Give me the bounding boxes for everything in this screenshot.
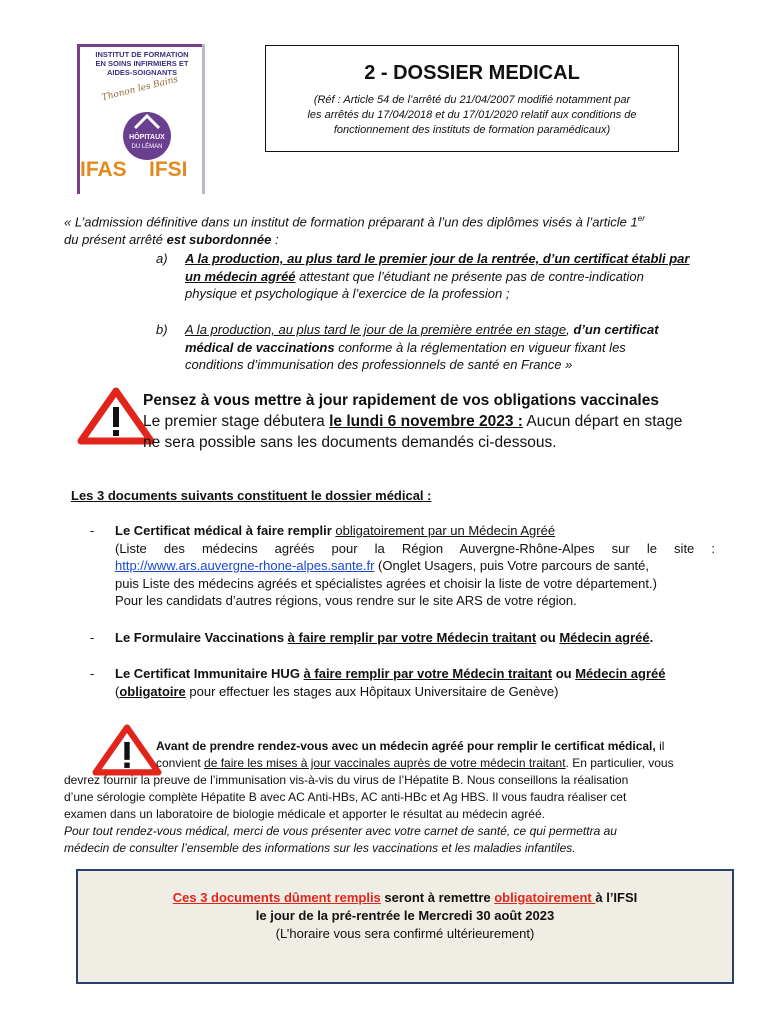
callout-line (78, 889, 732, 907)
logo-frame-right (202, 44, 205, 194)
superscript: er (637, 214, 645, 223)
institute-logo (77, 44, 205, 194)
logo-ifas: IFAS (80, 158, 127, 181)
item-b (185, 321, 725, 374)
ref-line: fonctionnement des instituts de formation paramédicaux) (333, 124, 611, 136)
doc-underlined: à faire remplir par votre Médecin traitant (287, 630, 537, 645)
emblem-line1: HÔPITAUX (129, 134, 165, 141)
title-box (265, 45, 679, 152)
doc-text: ou (536, 630, 560, 645)
bullet: - (90, 630, 95, 645)
item-b-marker: b) (156, 322, 168, 337)
item-b-bold: médical de vaccinations (185, 339, 335, 355)
doc-underlined: à faire remplir par votre Médecin traitant (303, 666, 553, 681)
start-date: le lundi 6 novembre 2023 : (329, 413, 523, 430)
item-a-marker: a) (156, 251, 168, 266)
doc-title-text: Le Certificat médical à faire remplir (115, 523, 336, 538)
document-3 (115, 665, 715, 700)
logo-line: EN SOINS INFIRMIERS ET (95, 59, 189, 68)
quote-text: du présent arrêté (64, 231, 167, 247)
page-title: 2 - DOSSIER MEDICAL (364, 62, 580, 84)
advice-text: convient (156, 756, 205, 770)
item-b-line: conditions d’immunisation des professionnels de santé en France » (185, 357, 573, 372)
ars-website-link[interactable]: http://www.ars.auvergne-rhone-alpes.sante.fr (115, 558, 375, 573)
item-b-text: conforme à la réglementation en vigueur fixant les (334, 339, 626, 355)
ref-line: (Réf : Article 54 de l’arrêté du 21/04/2007 modifié notamment par (313, 94, 631, 106)
warning-line (143, 411, 733, 432)
item-a-text: attestant que l’étudiant ne présente pas de contre-indication (295, 268, 644, 284)
callout-red: Ces 3 documents dûment remplis (172, 890, 381, 905)
quote-line (64, 231, 724, 249)
advice-line: devrez fournir la preuve de l’immunisation vis-à-vis du virus de l’Hépatite B. Nous conseillons la réalisation (64, 773, 629, 787)
advice-line: d’une sérologie complète Hépatite B avec AC Anti-HBs, AC anti-HBc et Ag HBS. Il vous faudra réaliser cet (64, 790, 627, 804)
advice-line (64, 738, 716, 755)
doc-text: ( (115, 683, 120, 699)
advice-text: . En particulier, vous (565, 756, 674, 770)
logo-line: AIDES-SOIGNANTS (106, 68, 177, 77)
doc-text: . (649, 630, 654, 645)
warning-text: Le premier stage débutera (143, 413, 330, 430)
doc-underlined: Médecin agréé (559, 630, 650, 645)
quote-bold: est subordonnée (166, 231, 272, 247)
item-a-bold: un médecin agréé (185, 268, 296, 284)
documents-heading: Les 3 documents suivants constituent le dossier médical : (71, 488, 432, 503)
doc-line: (Liste des médecins agréés pour la Région Auvergne-Rhône-Alpes sur le site : (115, 540, 715, 556)
warning-heading: Pensez à vous mettre à jour rapidement de vos obligations vaccinales (143, 392, 659, 409)
bullet: - (90, 666, 95, 681)
doc-title (115, 522, 715, 540)
doc-text: pour effectuer les stages aux Hôpitaux Universitaire de Genève) (185, 683, 559, 699)
warning-text: Aucun départ en stage (522, 413, 683, 430)
doc-text: Le Formulaire Vaccinations (115, 630, 288, 645)
quote-text: « L’admission définitive dans un institut de formation préparant à l’un des diplômes visés à l’article 1 (64, 214, 638, 230)
warning-line: ne sera possible sans les documents demandés ci-dessous. (143, 434, 557, 451)
quote-intro (64, 210, 724, 248)
logo-script-text: Thonon les Bains (100, 74, 180, 104)
item-a-line: A la production, au plus tard le premier jour de la rentrée, d’un certificat établi par (185, 251, 690, 266)
logo-ifsi: IFSI (149, 158, 188, 181)
logo-line: INSTITUT DE FORMATION (95, 50, 189, 59)
doc-title-underlined: obligatoirement par un Médecin Agréé (335, 523, 556, 538)
doc-line: puis Liste des médecins agréés et spécialistes agrées et choisir la liste de votre département.) (115, 575, 657, 591)
title-reference (276, 93, 668, 138)
item-b-underlined: A la production, au plus tard le jour de la première entrée en stage (185, 322, 567, 337)
item-b-line (185, 321, 725, 339)
document-2 (115, 629, 715, 647)
doc-underlined: obligatoire (119, 683, 186, 699)
doc-text: ou (552, 666, 576, 681)
item-b-bold: d’un certificat (573, 322, 659, 337)
quote-text: : (271, 231, 279, 247)
doc-underlined: Médecin agréé (575, 666, 666, 681)
logo-institute-name (83, 50, 201, 77)
doc-text: Le Certificat Immunitaire HUG (115, 666, 304, 681)
advice-underlined: de faire les mises à jour vaccinales auprès de votre médecin traitant (204, 756, 566, 770)
advice-line: médecin de consulter l’ensemble des informations sur les vaccinations et les maladies infantiles. (64, 841, 576, 855)
hospital-emblem-icon (119, 106, 175, 162)
submission-callout (76, 869, 734, 984)
logo-frame-top (77, 44, 205, 47)
callout-text: à l’IFSI (595, 890, 638, 905)
doc-line (115, 557, 715, 575)
emblem-line2: DU LÉMAN (131, 144, 163, 150)
advice-bold: Avant de prendre rendez-vous avec un médecin agréé pour remplir le certificat médical, (156, 739, 656, 753)
callout-red: obligatoirement (494, 890, 596, 905)
item-a-line: physique et psychologique à l’exercice de la profession ; (185, 286, 510, 301)
bullet: - (90, 523, 95, 538)
item-b-line (185, 339, 725, 357)
medical-advice (64, 738, 716, 857)
doc-title (115, 665, 715, 683)
doc-line: Pour les candidats d’autres régions, vous rendre sur le site ARS de votre région. (115, 593, 577, 608)
item-b-text: , (566, 322, 574, 337)
callout-line: (L’horaire vous sera confirmé ultérieurement) (275, 926, 535, 941)
advice-line: Pour tout rendez-vous médical, merci de vous présenter avec votre carnet de santé, ce qui permettra au (64, 824, 617, 838)
doc-line (115, 683, 715, 701)
vaccination-warning (143, 390, 733, 453)
advice-line: examen dans un laboratoire de biologie médicale et apporter le résultat au médecin agréé. (64, 807, 545, 821)
document-1 (115, 522, 715, 610)
quote-line (64, 210, 724, 231)
ref-line: les arrêtés du 17/04/2018 et du 17/01/2020 relatif aux conditions de (307, 109, 637, 121)
advice-text: il (655, 739, 665, 753)
doc-text: (Onglet Usagers, puis Votre parcours de santé, (374, 558, 650, 573)
callout-text: seront à remettre (380, 890, 495, 905)
callout-line: le jour de la pré-rentrée le Mercredi 30 août 2023 (255, 908, 555, 923)
advice-line (64, 755, 716, 772)
item-a-line (185, 268, 725, 286)
item-a (185, 250, 725, 303)
